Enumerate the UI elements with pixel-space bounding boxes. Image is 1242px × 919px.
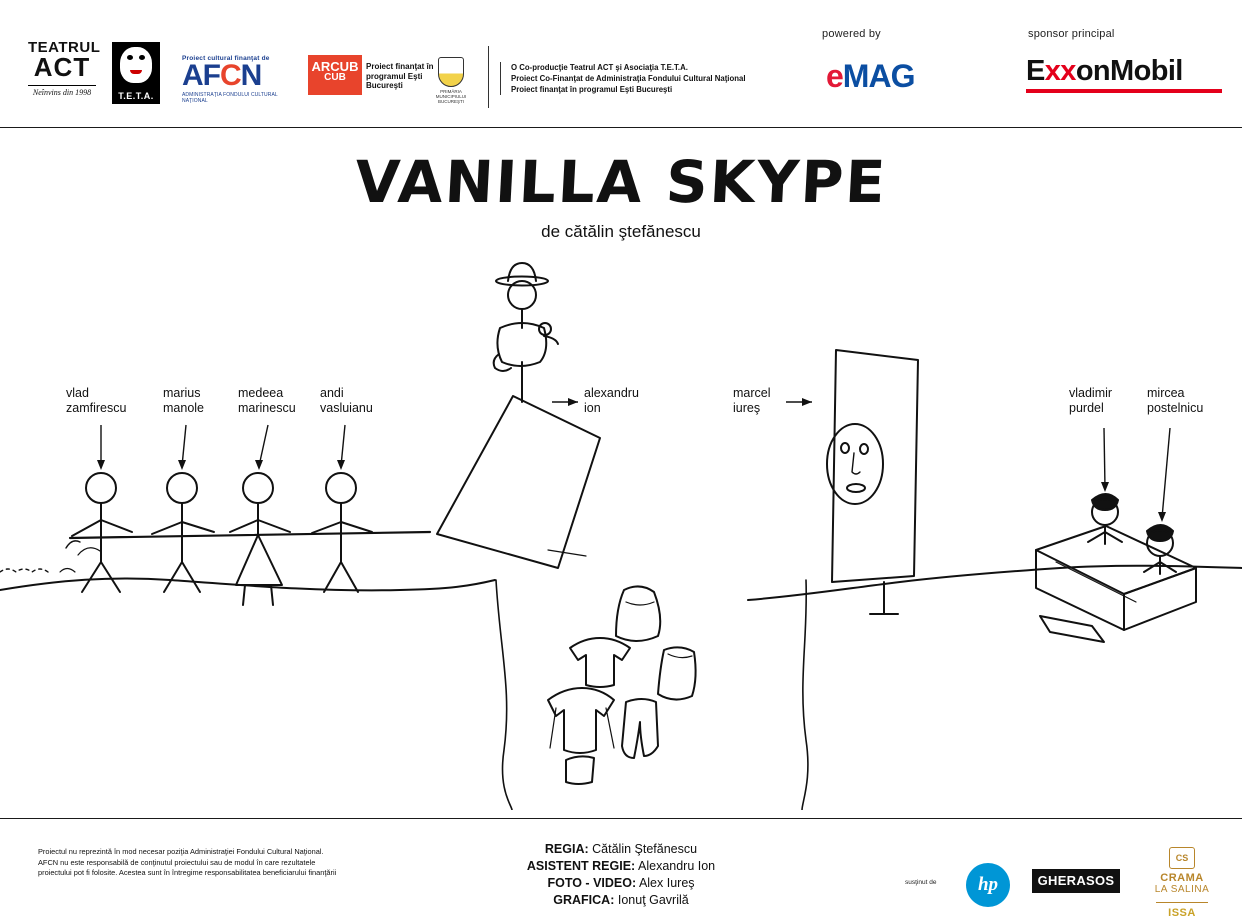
arrow-alexandru: [568, 398, 578, 406]
leader-vladimir: [1104, 428, 1105, 488]
act-logo-line2: ACT: [33, 52, 91, 82]
afcn-n: N: [240, 59, 262, 92]
credit-row-grafica: [0, 892, 1242, 909]
cast-label-line2: purdel: [1069, 401, 1104, 415]
teta-face-icon: [120, 47, 152, 83]
disclaimer-line-3: proiectului pot fi folosite. Acestea sunt în întregime responsabilitatea beneficiarului finanţării: [38, 868, 337, 877]
issa-logo: ISSA: [1168, 907, 1196, 919]
cast-label-line1: marcel: [733, 386, 771, 400]
afcn-logo: [182, 55, 294, 104]
disclaimer-line-1: Proiectul nu reprezintă în mod necesar poziţia Administraţiei Fondului Cultural Naţional.: [38, 847, 324, 856]
cast-label-line2: zamfirescu: [66, 401, 127, 415]
cast-label-andi-vasluianu: [320, 386, 373, 416]
emag-logo: [826, 58, 936, 94]
leader-marius: [182, 425, 186, 466]
afcn-c: C: [220, 59, 241, 92]
leader-andi: [341, 425, 345, 466]
title-subtitle: de cătălin ştefănescu: [541, 222, 701, 241]
crest-caption: PRIMĂRIA MUNICIPIULUI BUCUREŞTI: [435, 89, 467, 104]
leader-medeea: [259, 425, 268, 466]
exxon-pre: E: [1026, 55, 1045, 87]
arrow-marius: [178, 460, 186, 470]
cast-label-line1: vlad: [66, 386, 89, 400]
arrow-vlad: [97, 460, 105, 470]
credit-row-regia: [0, 841, 1242, 858]
arcub-logo: [308, 55, 362, 95]
disclaimer-line-2: AFCN nu este responsabilă de conţinutul proiectului sau de modul în care rezultatele: [38, 857, 316, 867]
arrow-mircea: [1158, 512, 1166, 522]
cast-label-line2: postelnicu: [1147, 401, 1204, 415]
arrow-andi: [337, 460, 345, 470]
arrow-medeea: [255, 460, 263, 470]
cast-label-vlad-zamfirescu: [66, 386, 126, 416]
coproduction-line-3: Proiect finanţat în programul Eşti Bucureşti: [511, 85, 673, 94]
powered-by-label: powered by: [822, 28, 881, 40]
cast-label-line1: marius: [163, 386, 201, 400]
afcn-wordmark: [182, 59, 294, 92]
teatrul-act-logo: [28, 39, 101, 98]
label-leader-lines: [0, 250, 1242, 810]
credit-value: Cătălin Ştefănescu: [592, 842, 698, 856]
crama-line1: CRAMA: [1160, 872, 1204, 884]
illustration: [0, 250, 1242, 810]
header-divider: [488, 46, 489, 108]
cast-label-alexandru-ion: [584, 386, 639, 416]
cast-label-line1: vladimir: [1069, 386, 1113, 400]
arcub-line2: CUB: [324, 72, 346, 83]
cast-label-line2: iureş: [733, 401, 761, 415]
cast-label-medeea-marinescu: [238, 386, 296, 416]
cast-label-marcel-iures: [733, 386, 771, 416]
credit-key: ASISTENT REGIE:: [526, 859, 636, 873]
hp-logo: hp: [966, 863, 1010, 907]
program-financing-note: Proiect finanţat în programul Eşti Bucureşti: [366, 62, 434, 90]
credit-key: REGIA:: [544, 842, 589, 856]
teta-eye-left-icon: [127, 55, 133, 60]
page-title: VANILLA SKYPE: [353, 148, 889, 216]
act-logo-line1: TEATRUL: [28, 39, 101, 56]
exxon-xx: xx: [1044, 55, 1076, 87]
credit-value: Alex Iureş: [638, 876, 695, 890]
exxon-post: onMobil: [1075, 55, 1183, 87]
cast-label-line1: medeea: [238, 386, 284, 400]
footer-bar: [0, 818, 1242, 917]
exxonmobil-wordmark: [1026, 55, 1222, 87]
crama-line2: LA SALINA: [1154, 884, 1210, 895]
supported-by-label: susţinut de: [905, 879, 937, 886]
credit-key: GRAFICA:: [553, 893, 615, 907]
poster-title-block: [0, 148, 1242, 242]
cast-label-line2: marinescu: [238, 401, 296, 415]
crama-divider: [1156, 902, 1208, 903]
coproduction-line-1: O Co-producţie Teatrul ACT şi Asociaţia T.E.T.A.: [511, 63, 688, 72]
cast-label-mircea-postelnicu: [1147, 386, 1203, 416]
arrow-marcel: [802, 398, 812, 406]
teta-logo: [112, 42, 160, 104]
afcn-pretext: Proiect cultural finanţat de: [182, 55, 270, 62]
cast-label-line1: mircea: [1147, 386, 1185, 400]
cast-label-line1: andi: [320, 386, 344, 400]
coproduction-note: [500, 62, 750, 95]
afcn-af: AF: [182, 59, 220, 92]
teta-logo-label: T.E.T.A.: [118, 91, 154, 101]
crama-la-salina-logo: [1146, 847, 1218, 919]
exxonmobil-logo: [1026, 55, 1222, 93]
emag-e: e: [826, 58, 843, 94]
afcn-subtitle: ADMINISTRAŢIA FONDULUI CULTURAL NAŢIONAL: [182, 91, 278, 104]
cast-label-line2: ion: [584, 401, 601, 415]
credit-value: Ionuţ Gavrilă: [617, 893, 689, 907]
act-logo-tagline: Neînvins din 1998: [28, 85, 96, 97]
teta-eye-right-icon: [139, 55, 145, 60]
sponsor-principal-label: sponsor principal: [1028, 28, 1115, 40]
cast-label-line2: manole: [163, 401, 204, 415]
arcub-line1: ARCUB: [311, 59, 359, 74]
crest-shield-icon: [438, 57, 464, 87]
credit-key: FOTO - VIDEO:: [547, 876, 637, 890]
gherasos-logo: GHERASOS: [1032, 869, 1120, 893]
credit-value: Alexandru Ion: [638, 859, 716, 873]
emag-mag: MAG: [842, 58, 915, 94]
cast-label-line2: vasluianu: [320, 401, 373, 415]
primaria-bucuresti-crest: [428, 55, 474, 104]
header-bar: [0, 0, 1242, 128]
exxonmobil-rule: [1026, 89, 1222, 93]
arrow-vladimir: [1101, 482, 1109, 492]
crama-mark-icon: CS: [1169, 847, 1195, 869]
cast-label-marius-manole: [163, 386, 204, 416]
cast-label-vladimir-purdel: [1069, 386, 1112, 416]
cast-label-line1: alexandru: [584, 386, 639, 400]
leader-mircea: [1162, 428, 1170, 518]
coproduction-line-2: Proiect Co-Finanţat de Administraţia Fondului Cultural Naţional: [511, 74, 746, 83]
